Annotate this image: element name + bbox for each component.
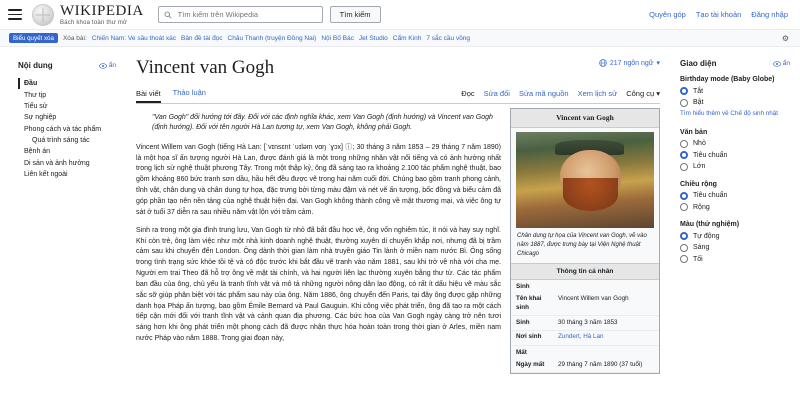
site-notice-bar xyxy=(0,30,800,47)
radio-icon xyxy=(680,140,688,148)
toc-item-tieu-su[interactable]: Tiểu sử xyxy=(24,102,48,110)
wordmark-title: WIKIPEDIA xyxy=(60,2,144,19)
table-of-contents-sidebar xyxy=(0,47,124,411)
appearance-hide-label: ẩn xyxy=(782,60,790,67)
option-color-auto[interactable] xyxy=(680,232,790,240)
appearance-title: Giao diện xyxy=(680,59,717,68)
appearance-group-width xyxy=(680,181,790,212)
gear-icon[interactable]: ⚙ xyxy=(781,33,789,43)
wikipedia-globe-logo[interactable] xyxy=(32,4,54,26)
infobox-row-label: Tên khai sinh xyxy=(516,294,542,311)
toc-hide-button[interactable] xyxy=(99,62,116,69)
infobox-row-value[interactable]: Zundert, Hà Lan xyxy=(558,333,604,341)
search-button[interactable]: Tìm kiếm xyxy=(330,6,381,23)
toc-item-benh-an[interactable]: Bệnh án xyxy=(24,148,51,156)
group-title: Birthday mode (Baby Globe) xyxy=(680,76,775,83)
appearance-group-color xyxy=(680,221,790,263)
article-tabs xyxy=(136,88,660,104)
notice-link-6[interactable]: Cẩm Kinh xyxy=(392,34,422,42)
option-label: Rộng xyxy=(693,203,710,211)
infobox-row xyxy=(511,316,659,331)
search-icon xyxy=(164,11,172,19)
option-color-light[interactable] xyxy=(680,244,790,252)
account-links xyxy=(649,10,792,19)
language-count-label: 217 ngôn ngữ xyxy=(609,59,654,67)
toc-item-dau[interactable]: Đầu xyxy=(18,78,116,89)
group-title: Chiều rộng xyxy=(680,180,717,188)
option-label: Sáng xyxy=(693,244,710,252)
tab-talk[interactable]: Thảo luận xyxy=(172,87,206,97)
group-title: Màu (thử nghiệm) xyxy=(680,221,740,229)
eye-icon xyxy=(773,61,781,67)
option-label: Tắt xyxy=(693,87,704,95)
option-text-large[interactable] xyxy=(680,163,790,171)
option-label: Tối xyxy=(693,255,703,263)
page-title: Vincent van Gogh xyxy=(136,57,275,78)
create-account-link[interactable]: Tạo tài khoản xyxy=(695,10,742,19)
infobox-row-value: 30 tháng 3 năm 1853 xyxy=(558,318,618,326)
chevron-down-icon: ▾ xyxy=(656,60,660,67)
notice-link-4[interactable]: Nội Bố Bác xyxy=(321,34,354,42)
hatnote: "Van Gogh" đổi hướng tới đây. Đối với các định nghĩa khác, xem Van Gogh (định hướng) và Vincent van Gogh (định hướng). Đối với tên người Hà Lan tương tự, xem Van Gogh, không phải Gogh. xyxy=(152,113,493,132)
deletion-discussion-badge[interactable]: Biểu quyết xóa xyxy=(9,33,58,43)
page-layout xyxy=(0,47,800,411)
option-label: Tiêu chuẩn xyxy=(693,151,728,159)
infobox-row-value: Vincent Willem van Gogh xyxy=(558,294,629,302)
article-actions xyxy=(461,89,660,98)
radio-icon xyxy=(680,232,688,240)
infobox-row-label: Nơi sinh xyxy=(516,333,542,341)
appearance-panel xyxy=(672,47,800,411)
option-color-dark[interactable] xyxy=(680,255,790,263)
radio-icon xyxy=(680,99,688,107)
option-width-standard[interactable] xyxy=(680,192,790,200)
toc-list xyxy=(18,78,116,180)
option-label: Lớn xyxy=(693,163,706,171)
donate-link[interactable]: Quyên góp xyxy=(649,10,686,19)
wordmark-subtitle: Bách khoa toàn thư mở xyxy=(60,19,128,26)
radio-icon xyxy=(680,87,688,95)
notice-link-2[interactable]: Bản đề tài đọc xyxy=(180,34,223,42)
appearance-hide-button[interactable] xyxy=(773,60,790,67)
article-content xyxy=(124,47,672,411)
tab-article[interactable]: Bài viết xyxy=(136,89,161,103)
toc-header xyxy=(18,61,116,70)
option-label: Bật xyxy=(693,99,704,106)
main-menu-icon[interactable] xyxy=(8,6,22,23)
notice-link-5[interactable]: Jet Studio xyxy=(358,34,388,42)
radio-icon xyxy=(680,244,688,252)
action-read[interactable]: Đọc xyxy=(461,89,475,99)
top-bar xyxy=(0,0,800,30)
radio-icon xyxy=(680,163,688,171)
radio-icon xyxy=(680,255,688,263)
infobox-row-label: Ngày mất xyxy=(516,360,545,368)
notice-link-1[interactable]: Chiến Nam: Ve sầu thoát xác xyxy=(91,34,176,42)
toc-item-lien-ket-ngoai[interactable]: Liên kết ngoài xyxy=(24,171,68,179)
appearance-header xyxy=(680,59,790,68)
radio-icon xyxy=(680,203,688,211)
option-text-standard[interactable] xyxy=(680,151,790,159)
tools-menu[interactable]: Công cụ ▾ xyxy=(626,89,660,99)
notice-label: Xóa bài: xyxy=(62,34,87,42)
infobox-group-sinh: Sinh xyxy=(516,282,530,290)
portrait-beard xyxy=(563,178,618,211)
infobox-row-label: Sinh xyxy=(516,318,530,326)
language-selector-button[interactable] xyxy=(599,59,660,67)
language-globe-icon xyxy=(599,59,607,67)
appearance-group-birthday xyxy=(680,76,790,119)
tools-label: Công cụ xyxy=(626,89,655,99)
option-birthday-on[interactable] xyxy=(680,99,790,107)
birthday-note-link[interactable]: Tìm hiểu thêm về Chế độ sinh nhật xyxy=(680,110,779,117)
radio-icon xyxy=(680,151,688,159)
action-edit[interactable]: Sửa đổi xyxy=(483,89,510,99)
option-width-wide[interactable] xyxy=(680,203,790,211)
search-area xyxy=(158,6,381,23)
infobox-row xyxy=(511,358,659,373)
toc-item-phong-cach[interactable]: Phong cách và tác phẩm xyxy=(24,125,102,133)
infobox-row-value: 29 tháng 7 năm 1890 (37 tuổi) xyxy=(558,360,643,368)
infobox-row xyxy=(511,331,659,346)
toc-hide-label: ẩn xyxy=(108,62,116,69)
notice-link-3[interactable]: Châu Thanh (truyện Đồng Nai) xyxy=(227,34,317,42)
toc-item-qua-trinh-sang-tac[interactable]: Quá trình sáng tác xyxy=(32,137,90,145)
action-history[interactable]: Xem lịch sử xyxy=(577,89,618,99)
radio-icon xyxy=(680,192,688,200)
option-label: Tiêu chuẩn xyxy=(693,192,728,200)
infobox-caption: Chân dung tự họa của Vincent van Gogh, vẽ vào năm 1887, được trưng bày tại Viện Nghệ thuật Chicago xyxy=(517,233,647,257)
toc-title: Nội dung xyxy=(18,61,53,70)
search-box[interactable] xyxy=(158,6,323,23)
toc-item-di-san[interactable]: Di sản và ảnh hưởng xyxy=(24,159,90,167)
appearance-group-text xyxy=(680,129,790,171)
toc-item-su-nghiep[interactable]: Sự nghiệp xyxy=(24,114,57,122)
infobox-section-header: Thông tin cá nhân xyxy=(511,263,659,279)
eye-icon xyxy=(99,63,107,69)
login-link[interactable]: Đăng nhập xyxy=(751,10,788,19)
infobox-row xyxy=(511,292,659,316)
option-label: Nhỏ xyxy=(693,140,706,148)
action-edit-source[interactable]: Sửa mã nguồn xyxy=(518,89,569,99)
search-input[interactable] xyxy=(176,9,317,20)
group-title: Văn bản xyxy=(680,128,708,136)
toc-item-thu-tip[interactable]: Thư tịp xyxy=(24,91,47,99)
paragraph-1: Vincent Willem van Gogh (tiếng Hà Lan: [ˈvɪnsɛnt ˈʋɪləm vɑŋ ˈɣɔx] ⓘ; 30 tháng 3 năm 1853 – 29 tháng 7 năm 1890) là một họa sĩ ấn tượng người Hà Lan, được đánh giá là một trong những nhân vật nổi tiếng và có ảnh hưởng nhất trong lịch sử nghệ thuật phương Tây. Trong một thập kỷ, ông đã sáng tạo ra khoảng 2.100 tác phẩm nghệ thuật, bao gồm khoảng 860 bức tranh sơn dầu, hầu hết đều được vẽ trong hai năm cuối đời. Chúng bao gồm tranh phong cảnh, tĩnh vật, chân dung và chân dung tự họa, đặc trưng bởi từng màu đậm và nét vẽ ấn tượng, bốc đồng và biểu cảm đã góp phần tạo nên nền tảng của nghệ thuật hiện đại. Van Gogh không thành công về mặt thương mại, và việc ông tự sát ở tuổi 37 diễn ra sau nhiều năm vật lộn với trầm cảm. xyxy=(136,143,501,216)
infobox xyxy=(510,108,660,374)
option-birthday-off[interactable] xyxy=(680,87,790,95)
infobox-title: Vincent van Gogh xyxy=(511,109,659,129)
notice-link-7[interactable]: 7 sắc cầu vồng xyxy=(426,34,471,42)
infobox-group-mat: Mất xyxy=(516,348,527,356)
infobox-portrait-image[interactable] xyxy=(516,132,654,228)
option-text-small[interactable] xyxy=(680,140,790,148)
option-label: Tự động xyxy=(693,232,720,240)
paragraph-2: Sinh ra trong một gia đình trung lưu, Van Gogh từ nhỏ đã bắt đầu học vẽ, ông vốn nghiêm túc, ít nói và hay suy nghĩ. Khi còn trẻ, ông làm việc như một nhà kinh doanh nghệ thuật, thường xuyên di chuyển khắp nơi, nhưng đã bị trầm cảm sau khi chuyển đến London. Ông dành thời gian làm nhà truyền giáo Tin lành ở miền nam nước Bỉ. Ông sống trong tình trạng sức khỏe tồi tệ và cô độc trước khi bắt đầu vẽ tranh vào năm 1881, sau khi trở về nhà với cha mẹ. Người em trai Theo đã hỗ trợ ông về mặt tài chính, và hai người liên lạc thường xuyên bằng thư từ. Các tác phẩm ban đầu của ông, chủ yếu là tranh tĩnh vật và mô tả những người nông dân lao động, có rất ít dấu hiệu vẽ màu sắc sắc sỡ giúp phân biệt với tác phẩm sau này của ông. Năm 1886, ông chuyển đến Paris, tại đây ông được gặp những danh họa Pháp ấn tượng, bao gồm Émile Bernard và Paul Gauguin. Khi công việc phát triển, ông đã tạo ra một cách tiếp cận mới đối với tranh tĩnh vật và cảnh quan địa phương. Các bức hoa của Van Gogh ngày càng trở nên tươi sáng hơn khi ông phát triển một phong cách đã được nhận thực hóa hoàn toàn trong thời gian ở Arles, miền nam nước Pháp vào năm 1888. Trong giai đoạn này, xyxy=(136,226,501,343)
wikipedia-wordmark[interactable] xyxy=(60,4,144,26)
